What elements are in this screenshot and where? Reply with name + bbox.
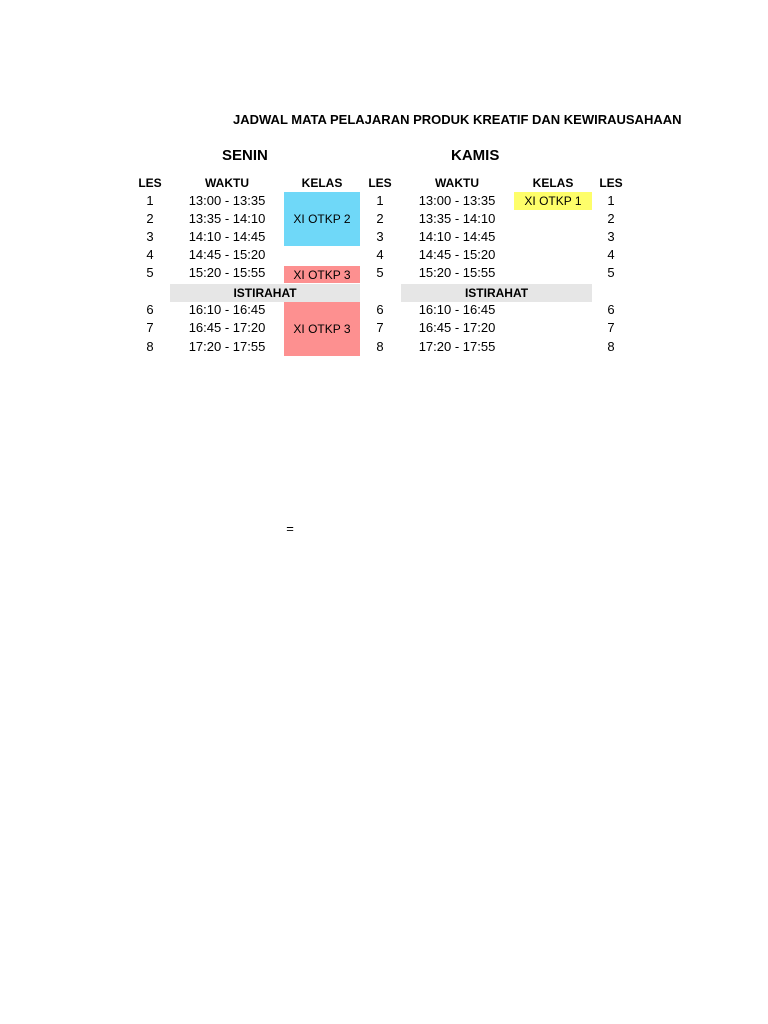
kamis-waktu: 16:10 - 16:45 [418, 302, 496, 317]
kamis-les: 2 [376, 211, 384, 226]
senin-header-waktu: WAKTU [205, 176, 249, 190]
kamis-waktu: 17:20 - 17:55 [418, 339, 496, 354]
senin-waktu: 16:45 - 17:20 [188, 320, 266, 335]
document-title: JADWAL MATA PELAJARAN PRODUK KREATIF DAN KEWIRAUSAHAAN [233, 112, 682, 127]
senin-waktu: 13:35 - 14:10 [188, 211, 266, 226]
senin-les: 5 [146, 265, 154, 280]
kamis-les: 4 [376, 247, 384, 262]
kamis-les-right: 7 [607, 320, 615, 335]
senin-les: 3 [146, 229, 154, 244]
senin-les: 8 [146, 339, 154, 354]
kamis-waktu: 14:45 - 15:20 [418, 247, 496, 262]
class-label: XI OTKP 3 [293, 322, 351, 336]
class-label: XI OTKP 3 [293, 267, 351, 282]
senin-waktu: 16:10 - 16:45 [188, 302, 266, 317]
kamis-les: 5 [376, 265, 384, 280]
kamis-header-waktu: WAKTU [435, 176, 479, 190]
stray-equals-text: = [286, 521, 294, 536]
senin-waktu: 14:45 - 15:20 [188, 247, 266, 262]
kamis-header-les: LES [368, 176, 392, 190]
senin-header-les: LES [138, 176, 162, 190]
kamis-waktu: 15:20 - 15:55 [418, 265, 496, 280]
senin-header-kelas: KELAS [301, 176, 343, 190]
senin-les: 6 [146, 302, 154, 317]
class-label: XI OTKP 1 [524, 194, 582, 208]
kamis-les-right: 1 [607, 193, 615, 208]
kamis-les: 3 [376, 229, 384, 244]
kamis-les: 1 [376, 193, 384, 208]
kamis-class-block-les-1 [514, 192, 592, 210]
class-label: XI OTKP 2 [293, 212, 351, 226]
day-kamis: KAMIS [451, 147, 500, 164]
day-senin: SENIN [222, 147, 268, 164]
senin-les: 2 [146, 211, 154, 226]
kamis-les-right: 3 [607, 229, 615, 244]
kamis-waktu: 13:35 - 14:10 [418, 211, 496, 226]
senin-class-block-les-5 [284, 266, 360, 283]
senin-break-band: ISTIRAHAT [170, 284, 360, 302]
kamis-les-right: 5 [607, 265, 615, 280]
senin-class-block-les-6-8 [284, 302, 360, 356]
kamis-les-right: 8 [607, 339, 615, 354]
kamis-header-kelas: KELAS [532, 176, 574, 190]
kamis-waktu: 13:00 - 13:35 [418, 193, 496, 208]
kamis-les-right: 4 [607, 247, 615, 262]
kamis-break-band: ISTIRAHAT [401, 284, 592, 302]
kamis-waktu: 14:10 - 14:45 [418, 229, 496, 244]
senin-waktu: 15:20 - 15:55 [188, 265, 266, 280]
senin-class-block-les-1-3 [284, 192, 360, 246]
kamis-les-right: 6 [607, 302, 615, 317]
senin-les: 4 [146, 247, 154, 262]
kamis-les: 6 [376, 302, 384, 317]
senin-les: 1 [146, 193, 154, 208]
senin-waktu: 17:20 - 17:55 [188, 339, 266, 354]
senin-les: 7 [146, 320, 154, 335]
kamis-les: 8 [376, 339, 384, 354]
kamis-waktu: 16:45 - 17:20 [418, 320, 496, 335]
kamis-les: 7 [376, 320, 384, 335]
kamis-header-les-right: LES [599, 176, 623, 190]
kamis-les-right: 2 [607, 211, 615, 226]
senin-waktu: 13:00 - 13:35 [188, 193, 266, 208]
senin-waktu: 14:10 - 14:45 [188, 229, 266, 244]
